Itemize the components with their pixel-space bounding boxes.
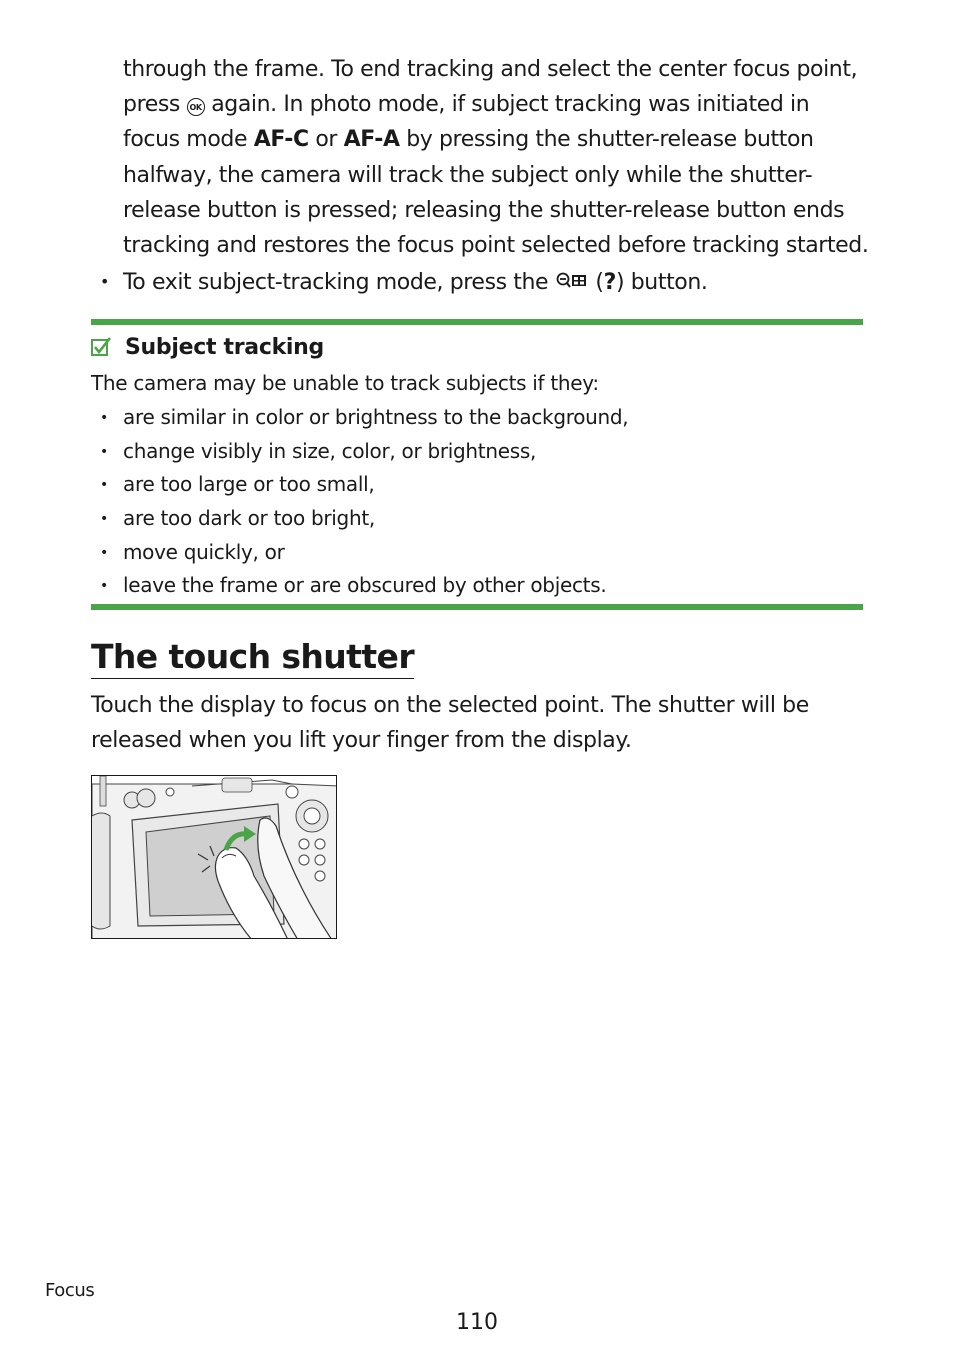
- bullet-dot: •: [100, 511, 108, 527]
- bullet-text: To exit subject-tracking mode, press the: [123, 270, 549, 295]
- checkmark-icon: [91, 337, 111, 357]
- focus-mode-afc: AF-C: [253, 127, 309, 153]
- note-list-item: [100, 537, 285, 568]
- note-item-text: are too dark or too bright,: [123, 506, 375, 530]
- paragraph-line: [123, 122, 883, 157]
- paragraph-line: through the frame. To end tracking and select the center focus point,: [123, 57, 858, 82]
- note-list-item: [100, 436, 536, 467]
- note-list-item: [100, 570, 606, 601]
- paragraph-line: release button is pressed; releasing the shutter-release button ends: [123, 197, 845, 223]
- note-bottom-bar: [91, 604, 863, 610]
- note-list-item: [100, 402, 628, 433]
- paragraph-line: Touch the display to focus on the selected point. The shutter will be: [91, 693, 809, 718]
- camera-touch-illustration: [92, 776, 337, 939]
- paragraph-text: press: [123, 92, 180, 118]
- bullet-text: (: [595, 270, 604, 295]
- footer-section-label: Focus: [45, 1280, 95, 1301]
- note-list-item: [100, 503, 375, 534]
- note-intro: The camera may be unable to track subjects if they:: [91, 371, 599, 395]
- note-item-text: are too large or too small,: [123, 472, 375, 496]
- continued-paragraph: [123, 52, 883, 263]
- touch-shutter-illustration: [91, 775, 337, 939]
- bullet-dot: •: [100, 477, 108, 493]
- focus-mode-afa: AF-A: [343, 127, 400, 153]
- bullet-dot: •: [100, 578, 108, 594]
- note-title: [91, 333, 324, 363]
- bullet-dot: •: [100, 410, 108, 426]
- note-title-text: Subject tracking: [125, 335, 324, 360]
- paragraph-text: or: [315, 127, 338, 153]
- paragraph-line: [123, 87, 883, 122]
- bullet-dot: •: [100, 272, 110, 291]
- zoom-out-thumbnail-icon: [555, 271, 589, 291]
- help-icon: ?: [603, 270, 616, 295]
- paragraph-line: tracking and restores the focus point selected before tracking started.: [123, 233, 869, 259]
- bullet-text: ) button.: [615, 270, 708, 295]
- paragraph-text: focus mode: [123, 127, 248, 153]
- note-item-text: move quickly, or: [123, 540, 285, 564]
- paragraph-line: released when you lift your finger from the display.: [91, 728, 632, 754]
- paragraph-line: halfway, the camera will track the subject only while the shutter-: [123, 162, 813, 188]
- paragraph-text: again. In photo mode, if subject tracking was initiated in: [211, 92, 810, 118]
- section-paragraph: [91, 688, 871, 758]
- note-list-item: [100, 469, 374, 500]
- bullet-dot: •: [100, 444, 108, 460]
- bullet-dot: •: [100, 545, 108, 561]
- note-item-text: change visibly in size, color, or brightness,: [123, 439, 537, 463]
- section-heading: The touch shutter: [91, 636, 414, 679]
- note-item-text: leave the frame or are obscured by other objects.: [123, 573, 607, 597]
- note-item-text: are similar in color or brightness to the background,: [123, 405, 629, 429]
- exit-tracking-bullet: [100, 264, 708, 300]
- page-number: 110: [456, 1310, 498, 1335]
- paragraph-text: by pressing the shutter-release button: [406, 127, 814, 153]
- ok-button-icon: OK: [187, 98, 205, 116]
- note-top-bar: [91, 319, 863, 325]
